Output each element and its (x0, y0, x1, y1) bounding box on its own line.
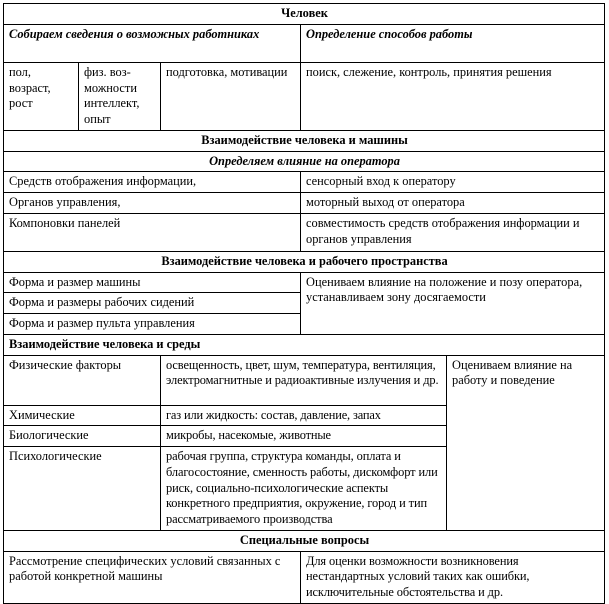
hw-row-1-left: Форма и размер машины (4, 272, 301, 293)
section-band-row (4, 530, 605, 551)
table-row (4, 355, 605, 405)
human-detail-right: поиск, слежение, контроль, принятия решения (301, 62, 605, 130)
table-row (4, 272, 605, 293)
section-band-human: Человек (4, 4, 605, 25)
env-detail-psychological: рабочая группа, структура команды, оплата и благосостояние, сменность работы, дискомфорт или риск, социально-психологические аспекты конкретного предприятия, окружение, город и тип рассматриваемого производства (161, 447, 447, 531)
human-detail-col-3: подготовка, мотивации (161, 62, 301, 130)
special-left: Рассмотрение специфических условий связанных с работой конкретной машины (4, 551, 301, 603)
detail-row (4, 62, 605, 130)
ergonomics-table (3, 3, 605, 604)
section-band-human-workspace: Взаимодействие человека и рабочего пространства (4, 251, 605, 272)
subheader-human-machine: Определяем влияние на оператора (4, 151, 605, 172)
table-row (4, 213, 605, 251)
env-detail-chemical: газ или жидкость: состав, давление, запах (161, 405, 447, 426)
section-band-row (4, 4, 605, 25)
table-row (4, 193, 605, 214)
hm-row-2-left: Органов управления, (4, 193, 301, 214)
env-right: Оцениваем влияние на работу и поведение (447, 355, 605, 530)
hw-row-3-left: Форма и размер пульта управления (4, 314, 301, 335)
env-detail-biological: микробы, насекомые, животные (161, 426, 447, 447)
table-row (4, 551, 605, 603)
env-factor-chemical: Химические (4, 405, 161, 426)
human-detail-col-1: пол, возраст, рост (4, 62, 79, 130)
hm-row-1-left: Средств отображения информации, (4, 172, 301, 193)
env-factor-biological: Биологические (4, 426, 161, 447)
hw-right: Оцениваем влияние на положение и позу оператора, устанавливаем зону досягаемости (301, 272, 605, 334)
section-band-human-environment: Взаимодействие человека и среды (4, 334, 605, 355)
section-band-row (4, 334, 605, 355)
env-detail-physical: освещенность, цвет, шум, температура, вентиляция, электромагнитные и радиоактивные излучения и др. (161, 355, 447, 405)
section-band-row (4, 251, 605, 272)
section-band-row (4, 130, 605, 151)
human-detail-col-2: физ. воз-можности интеллект, опыт (79, 62, 161, 130)
env-factor-psychological: Психологические (4, 447, 161, 531)
section-band-human-machine: Взаимодействие человека и машины (4, 130, 605, 151)
hm-row-1-right: сенсорный вход к оператору (301, 172, 605, 193)
subheader-human-right: Определение способов работы (301, 24, 605, 62)
hm-row-3-left: Компоновки панелей (4, 213, 301, 251)
hw-row-2-left: Форма и размеры рабочих сидений (4, 293, 301, 314)
section-band-special-questions: Специальные вопросы (4, 530, 605, 551)
subheader-human-left: Собираем сведения о возможных работниках (4, 24, 301, 62)
hm-row-3-right: совместимость средств отображения информации и органов управления (301, 213, 605, 251)
hm-row-2-right: моторный выход от оператора (301, 193, 605, 214)
env-factor-physical: Физические факторы (4, 355, 161, 405)
table-row (4, 172, 605, 193)
special-right: Для оценки возможности возникновения нестандартных условий таких как ошибки, исключительные обстоятельства и др. (301, 551, 605, 603)
subheader-row (4, 151, 605, 172)
subheader-row (4, 24, 605, 62)
